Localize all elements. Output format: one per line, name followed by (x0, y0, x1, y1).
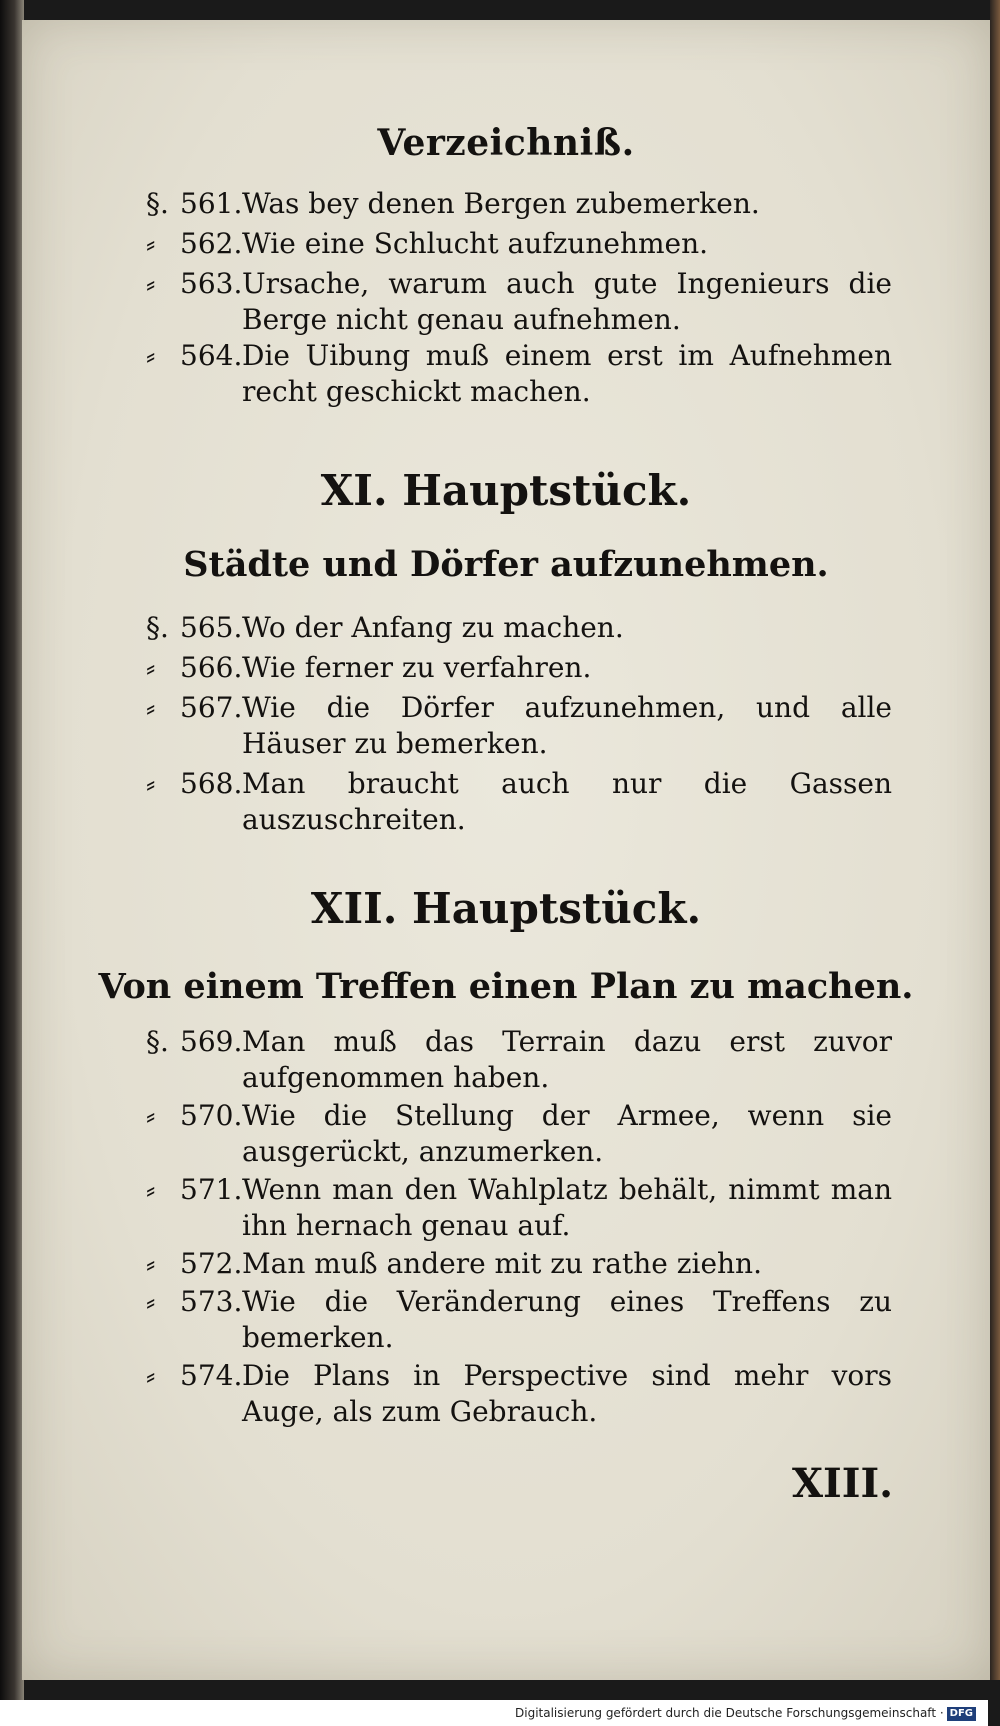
entry-number: 574. (180, 1359, 243, 1392)
page-right-edge (990, 0, 1000, 1680)
ditto-mark: ⸗ (146, 1359, 156, 1392)
entry-number: 568. (180, 767, 243, 800)
ditto-mark: ⸗ (146, 267, 156, 300)
chapter-title-xii: XII. Hauptstück. (310, 884, 702, 933)
entry-number: 567. (180, 691, 243, 724)
digitization-footer (0, 1700, 988, 1726)
book-spine-edge (0, 0, 24, 1726)
entry-number: 566. (180, 651, 243, 684)
entry-text: Wo der Anfang zu machen. (242, 611, 624, 644)
entry-number: 565. (180, 611, 243, 644)
entry-text: Wie ferner zu verfahren. (242, 651, 592, 684)
entry-number: 573. (180, 1285, 243, 1318)
entry-number: 570. (180, 1099, 243, 1132)
entry-number: 562. (180, 227, 243, 260)
entry-text: Man muß das Terrain dazu erst zuvor aufgenommen haben. (242, 1025, 892, 1094)
ditto-mark: ⸗ (146, 767, 156, 800)
ditto-mark: ⸗ (146, 227, 156, 260)
dfg-logo: DFG (947, 1707, 976, 1721)
entry-number: 569. (180, 1025, 243, 1058)
entry-number: 571. (180, 1173, 243, 1206)
entry-text: Was bey denen Bergen zubemerken. (242, 187, 760, 220)
ditto-mark: ⸗ (146, 1285, 156, 1318)
entry-number: 564. (180, 339, 243, 372)
ditto-mark: ⸗ (146, 1099, 156, 1132)
ditto-mark: ⸗ (146, 1173, 156, 1206)
entry-text: Wie die Veränderung eines Treffens zu bemerken. (242, 1285, 892, 1354)
chapter-subtitle-xi: Städte und Dörfer aufzunehmen. (183, 544, 829, 585)
entry-text: Wie die Stellung der Armee, wenn sie ausgerückt, anzumerken. (242, 1099, 892, 1168)
catchword: XIII. (792, 1460, 894, 1507)
entry-text: Ursache, warum auch gute Ingenieurs die Berge nicht genau aufnehmen. (242, 267, 892, 336)
entry-text: Wenn man den Wahlplatz behält, nimmt man ihn hernach genau auf. (242, 1173, 892, 1242)
entry-text: Die Uibung muß einem erst im Aufnehmen recht geschickt machen. (242, 339, 892, 408)
entry-number: 561. (180, 187, 243, 220)
entry-text: Man braucht auch nur die Gassen auszuschreiten. (242, 767, 892, 836)
ditto-mark: ⸗ (146, 339, 156, 372)
section-mark: §. (146, 187, 169, 220)
chapter-title-xi: XI. Hauptstück. (320, 466, 692, 515)
entry-number: 563. (180, 267, 243, 300)
footer-credit: Digitalisierung gefördert durch die Deutsche Forschungsgemeinschaft · (515, 1706, 944, 1720)
ditto-mark: ⸗ (146, 651, 156, 684)
ditto-mark: ⸗ (146, 1247, 156, 1280)
entry-number: 572. (180, 1247, 243, 1280)
chapter-subtitle-xii: Von einem Treffen einen Plan zu machen. (98, 966, 914, 1007)
ditto-mark: ⸗ (146, 691, 156, 724)
entry-text: Man muß andere mit zu rathe ziehn. (242, 1247, 762, 1280)
running-head: Verzeichniß. (377, 122, 635, 164)
entry-text: Wie die Dörfer aufzunehmen, und alle Häuser zu bemerken. (242, 691, 892, 760)
entry-text: Wie eine Schlucht aufzunehmen. (242, 227, 709, 260)
book-page (22, 20, 990, 1680)
section-mark: §. (146, 611, 169, 644)
section-mark: §. (146, 1025, 169, 1058)
entry-text: Die Plans in Perspective sind mehr vors Auge, als zum Gebrauch. (242, 1359, 892, 1428)
